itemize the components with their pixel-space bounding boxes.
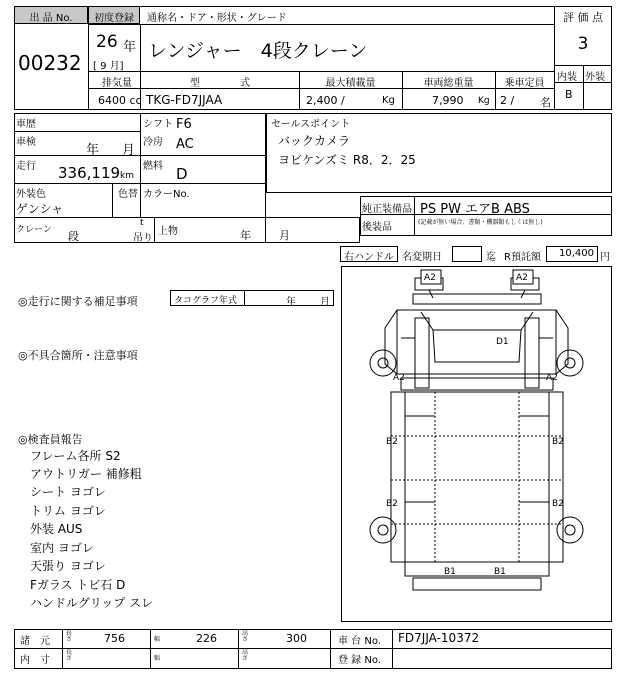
length-label: 長さ	[66, 630, 73, 643]
inspection-year: 年	[86, 143, 100, 158]
inner-length-label: 長さ	[66, 649, 73, 662]
interior-label: 内装	[557, 72, 577, 83]
tachograph-year: 年	[286, 297, 296, 308]
driving-notes-label: ◎走行に関する補足事項	[18, 295, 138, 308]
max-load-unit: Kg	[382, 95, 395, 106]
capacity-value: 2 /	[500, 94, 515, 107]
inspector-line: アウトリガー 補修粗	[30, 467, 142, 481]
inspector-line: 外装 AUS	[30, 522, 83, 536]
mark-a2-mirror-left: A2	[424, 273, 436, 283]
lot-number: 00232	[18, 51, 82, 75]
dims-label: 諸 元	[20, 636, 50, 647]
fuel-value: D	[176, 165, 188, 183]
inspector-line: 天張り ヨゴレ	[30, 559, 106, 573]
inner-height-label: 高さ	[242, 649, 249, 662]
width-label: 幅	[154, 636, 161, 643]
reg-year: 26	[96, 32, 118, 52]
history-label: 車歴	[16, 119, 36, 130]
name-change-label: 名変期日	[402, 252, 442, 263]
mark-b2-left-lower: B2	[386, 499, 398, 509]
mileage-unit: km	[120, 171, 134, 181]
type-label: 型 式	[190, 78, 250, 89]
chassis-label: 車 台 No.	[338, 636, 381, 647]
inspector-line: Fガラス トビ石 D	[30, 578, 126, 592]
sales-point-label: セールスポイント	[271, 119, 351, 130]
color-change-label: 色替	[118, 189, 138, 200]
inspector-line: ハンドルグリップ スレ	[30, 596, 154, 610]
genuine-value: PS PW エアB ABS	[420, 202, 530, 217]
tachograph-label: タコグラフ年式	[174, 296, 238, 306]
ac-label: 冷房	[143, 137, 163, 148]
score-label: 評 価 点	[563, 11, 603, 24]
ext-color-label: 外装色	[16, 189, 46, 200]
mount-year: 年	[240, 229, 251, 242]
model-label: 通称名・ドア・形状・グレード	[147, 13, 287, 24]
gross-weight-label: 車両総重量	[423, 78, 474, 89]
sales-line-1: バックカメラ	[278, 134, 351, 148]
crane-row	[14, 217, 360, 243]
mark-b2-left-upper: B2	[386, 437, 398, 447]
width-value: 226	[196, 632, 217, 645]
exterior-label: 外装	[585, 72, 605, 83]
recall-label: 迄	[486, 252, 496, 263]
aftermarket-label: 後装品	[362, 222, 392, 233]
displacement-label: 排気量	[102, 78, 132, 89]
defects-label: ◎不具合箇所・注意事項	[18, 349, 138, 362]
handle-value: 右ハンドル	[344, 252, 394, 263]
crane-label: クレーン	[16, 225, 52, 235]
ext-color-value: ゲンシャ	[16, 202, 64, 216]
fuel-label: 燃料	[143, 161, 163, 172]
shift-value: F6	[176, 117, 192, 132]
interior-grade: B	[565, 88, 573, 101]
inspector-label: ◎検査員報告	[18, 433, 83, 446]
displacement-value: 6400 cc	[98, 94, 142, 107]
length-value: 756	[104, 632, 125, 645]
lot-label: 出 品 No.	[29, 13, 73, 24]
r-unit: 円	[600, 252, 610, 263]
inspection-month: 月	[122, 143, 136, 158]
genuine-label: 純正装備品	[362, 204, 412, 215]
model-code: TKG-FD7JJAA	[146, 93, 223, 107]
reg-year-unit: 年	[123, 40, 137, 55]
inspector-line: トリム ヨゴレ	[30, 504, 106, 518]
sales-line-2: ヨビケンズミ R8．2．25	[278, 153, 416, 167]
max-load-value: 2,400 /	[306, 94, 345, 107]
capacity-unit: 名	[540, 96, 551, 109]
height-label: 高さ	[242, 630, 249, 643]
tachograph-month: 月	[320, 297, 330, 308]
chassis-value: FD7JJA-10372	[398, 631, 480, 645]
mark-b1-rear-left: B1	[444, 567, 456, 577]
reg-no-label: 登 録 No.	[338, 655, 381, 666]
crane-t: t	[140, 218, 144, 228]
score-value: 3	[577, 34, 589, 54]
inner-width-label: 幅	[154, 655, 161, 662]
inspector-line: フレーム各所 S2	[30, 449, 121, 463]
inner-dims-label: 内 寸	[20, 655, 50, 666]
color-no-label: カラーNo.	[143, 189, 190, 200]
reg-month: [ 9 月]	[93, 61, 124, 72]
mark-b1-rear-right: B1	[494, 567, 506, 577]
shift-label: シフト	[143, 119, 173, 130]
crane-suspend: 吊り	[133, 233, 153, 244]
mark-d1-windshield: D1	[496, 337, 509, 347]
gross-weight-value: 7,990	[432, 94, 464, 107]
inspection-label: 車検	[16, 137, 36, 148]
capacity-label: 乗車定員	[504, 78, 545, 89]
first-reg-label: 初度登録	[94, 13, 134, 24]
gross-weight-unit: Kg	[478, 96, 490, 106]
inspector-line: 室内 ヨゴレ	[30, 541, 94, 555]
mount-month: 月	[279, 229, 290, 242]
ac-value: AC	[176, 137, 194, 152]
truck-diagram	[341, 266, 612, 622]
mileage-value: 336,119	[58, 164, 121, 182]
mark-a2-left: A2	[393, 373, 405, 383]
mark-a2-right: A2	[546, 373, 558, 383]
r-count-label: R預託額	[504, 252, 541, 263]
mount-label: 上物	[158, 226, 178, 237]
r-amount-value: 10,400	[559, 248, 594, 259]
mileage-label: 走行	[16, 161, 36, 172]
car-name: レンジャー 4段クレーン	[148, 40, 368, 62]
mark-b2-right-lower: B2	[552, 499, 564, 509]
mark-a2-mirror-right: A2	[516, 273, 528, 283]
height-value: 300	[286, 632, 307, 645]
mark-b2-right-upper: B2	[552, 437, 564, 447]
crane-stage: 段	[68, 230, 79, 243]
aftermarket-note: (記載が無い場合、書類・機器類もしくは無し)	[418, 219, 543, 226]
max-load-label: 最大積載量	[325, 78, 376, 89]
name-change-cell	[452, 246, 482, 262]
inspector-line: シート ヨゴレ	[30, 485, 106, 499]
